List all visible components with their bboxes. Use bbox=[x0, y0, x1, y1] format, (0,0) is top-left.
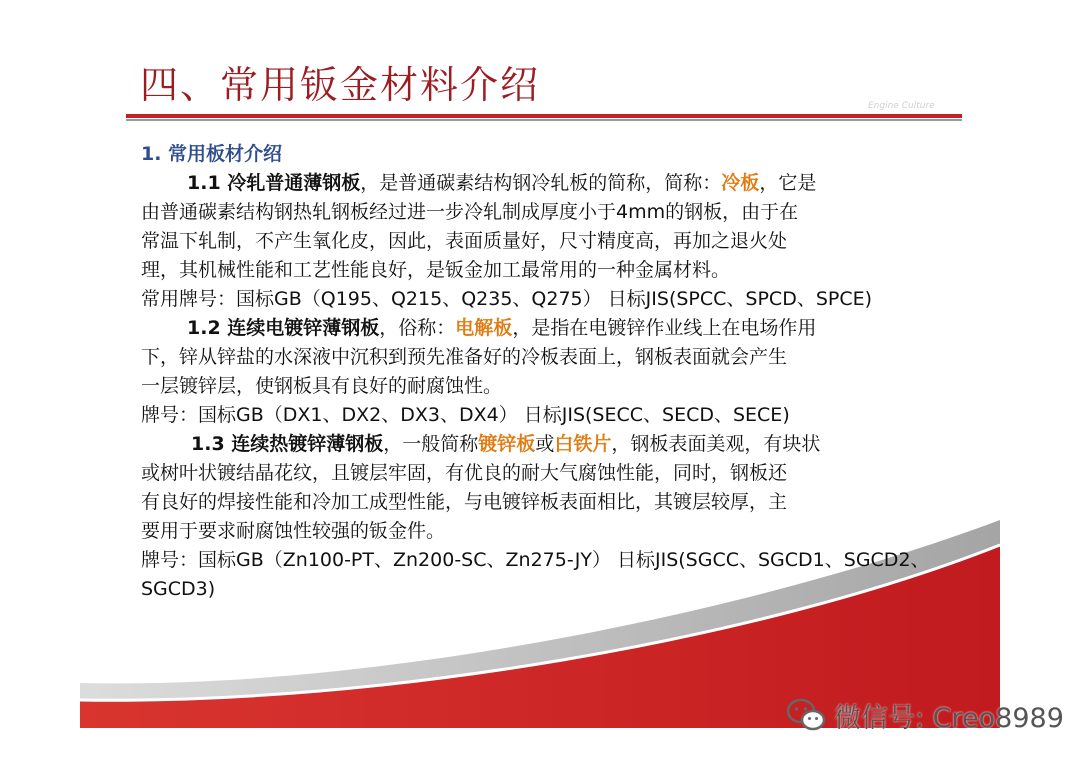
heading-1-2: 1.2 连续电镀锌薄钢板 bbox=[187, 317, 380, 339]
text: 或 bbox=[535, 433, 555, 455]
text: ，钢板表面美观，有块状 bbox=[611, 433, 821, 455]
para-1-1-line-1 bbox=[141, 169, 956, 198]
highlight-term: 镀锌板 bbox=[478, 433, 536, 455]
highlight-term: 冷板 bbox=[721, 172, 760, 194]
para-1-1-line-4: 理，其机械性能和工艺性能良好，是钣金加工最常用的一种金属材料。 bbox=[141, 259, 731, 281]
para-1-1-line-3: 常温下轧制，不产生氧化皮，因此，表面质量好，尺寸精度高，再加之退火处 bbox=[141, 230, 788, 252]
grade-1-1: 常用牌号：国标GB（Q195、Q215、Q235、Q275） 日标JIS(SPCC、SPCD、SPCE) bbox=[141, 288, 873, 310]
slide-body bbox=[141, 140, 956, 604]
grade-1-3-line-2: SGCD3) bbox=[141, 578, 216, 600]
para-1-1-line-2: 由普通碳素结构钢热轧钢板经过进一步冷轧制成厚度小于4mm的钢板，由于在 bbox=[141, 201, 799, 223]
heading-1-1: 1.1 冷轧普通薄钢板 bbox=[187, 172, 361, 194]
para-1-2-line-3: 一层镀锌层，使钢板具有良好的耐腐蚀性。 bbox=[141, 375, 503, 397]
highlight-term: 白铁片 bbox=[554, 433, 612, 455]
text: ，是普通碳素结构钢冷轧板的简称，简称： bbox=[360, 172, 722, 194]
highlight-term: 电解板 bbox=[455, 317, 513, 339]
text: ，它是 bbox=[759, 172, 817, 194]
para-1-3-line-3: 有良好的焊接性能和冷加工成型性能，与电镀锌板表面相比，其镀层较厚，主 bbox=[141, 491, 788, 513]
slide-title: 四、常用钣金材料介绍 bbox=[140, 63, 541, 107]
para-1-2-line-2: 下，锌从锌盐的水深液中沉积到预先准备好的冷板表面上，钢板表面就会产生 bbox=[141, 346, 788, 368]
para-1-3-line-1 bbox=[141, 430, 956, 459]
watermark-text: 微信号: Creo8989 bbox=[834, 702, 1064, 734]
heading-1-3: 1.3 连续热镀锌薄钢板 bbox=[191, 433, 384, 455]
grade-1-2: 牌号：国标GB（DX1、DX2、DX3、DX4） 日标JIS(SECC、SECD、SECE) bbox=[141, 404, 790, 426]
text: ，是指在电镀锌作业线上在电场作用 bbox=[512, 317, 817, 339]
para-1-3-line-4: 要用于要求耐腐蚀性较强的钣金件。 bbox=[141, 520, 446, 542]
title-rule-red bbox=[126, 114, 962, 118]
watermark bbox=[786, 697, 1064, 733]
para-1-2-line-1 bbox=[141, 314, 956, 343]
text: ，俗称： bbox=[379, 317, 456, 339]
text: ，一般简称 bbox=[383, 433, 479, 455]
title-rule-grey bbox=[126, 119, 962, 121]
header-mark: Engine Culture bbox=[868, 101, 935, 111]
grade-1-3-line-1: 牌号：国标GB（Zn100-PT、Zn200-SC、Zn275-JY） 日标JIS(SGCC、SGCD1、SGCD2、 bbox=[141, 549, 930, 571]
para-1-3-line-2: 或树叶状镀结晶花纹，且镀层牢固，有优良的耐大气腐蚀性能，同时，钢板还 bbox=[141, 462, 788, 484]
section-title: 1. 常用板材介绍 bbox=[141, 143, 283, 165]
wechat-icon bbox=[786, 698, 826, 732]
